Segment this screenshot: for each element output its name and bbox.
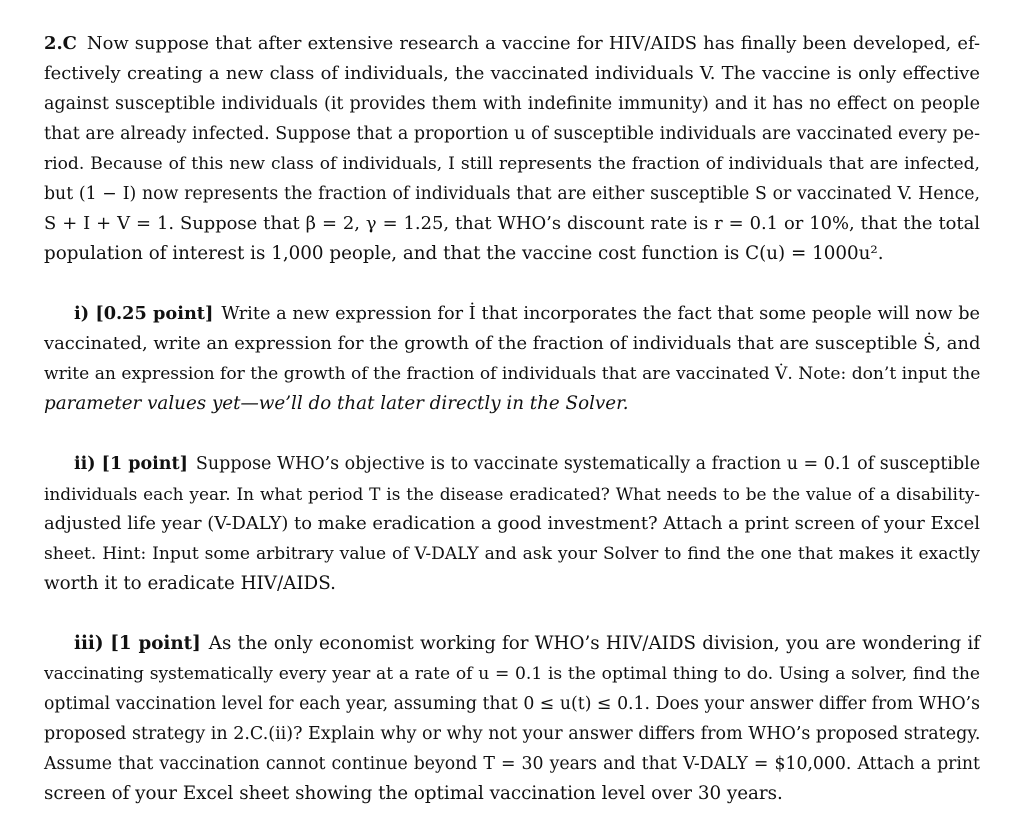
paragraph-line: S + I + V = 1. Suppose that β = 2, γ = 1.25, that WHO’s discount rate is r = 0.1 or 10%, that the total (44, 213, 980, 234)
paragraph-line: individuals each year. In what period T is the disease eradicated? What needs to be the value of a disability- (44, 484, 980, 504)
paragraph-line: that are already infected. Suppose that a proportion u of susceptible individuals are vaccinated every pe- (44, 124, 980, 144)
section-line-text: Now suppose that after extensive research a vaccine for HIV/AIDS has finally been developed, ef- (86, 33, 980, 54)
question-ii-label: ii) [1 point] (74, 454, 188, 474)
paragraph-line (44, 449, 980, 479)
question-line-text: As the only economist working for WHO’s HIV/AIDS division, you are wondering if (208, 633, 981, 654)
paragraph-line: fectively creating a new class of individuals, the vaccinated individuals V. The vaccine is only effective (44, 63, 980, 84)
paragraph-line: but (1 − I) now represents the fraction of individuals that are either susceptible S or vaccinated V. Hence, (44, 184, 980, 204)
paragraph-line: proposed strategy in 2.C.(ii)? Explain why or why not your answer differs from WHO’s proposed strategy. (44, 724, 981, 744)
paragraph-line: against susceptible individuals (it provides them with indefinite immunity) and it has no effect on people (44, 94, 980, 114)
section-label: 2.C (44, 33, 77, 54)
paragraph-line (44, 299, 980, 329)
question-iii-label: iii) [1 point] (74, 633, 201, 654)
paragraph-line: vaccinated, write an expression for the growth of the fraction of individuals that are susceptible Ṡ, and (44, 333, 981, 354)
question-ii-paragraph (44, 449, 980, 599)
question-i-paragraph (44, 299, 980, 419)
section-2c-paragraph (44, 29, 980, 269)
question-line-text: Suppose WHO’s objective is to vaccinate systematically a fraction u = 0.1 of susceptible (195, 454, 981, 474)
question-line-text: Write a new expression for İ that incorporates the fact that some people will now be (221, 304, 980, 324)
paragraph-line: vaccinating systematically every year at a rate of u = 0.1 is the optimal thing to do. Using a solver, find the (44, 664, 980, 684)
paragraph-line: population of interest is 1,000 people, and that the vaccine cost function is C(u) = 1000u². (44, 243, 884, 264)
paragraph-line: riod. Because of this new class of individuals, I still represents the fraction of individuals that are infected, (44, 154, 980, 174)
paragraph-line (44, 29, 980, 59)
paragraph-line: adjusted life year (V-DALY) to make eradication a good investment? Attach a print screen of your Excel (44, 513, 980, 534)
question-i-label: i) [0.25 point] (74, 303, 214, 324)
paragraph-line: Assume that vaccination cannot continue beyond T = 30 years and that V-DALY = $10,000. Attach a print (44, 754, 980, 774)
paragraph-line: worth it to eradicate HIV/AIDS. (44, 573, 336, 594)
paragraph-line: parameter values yet—we’ll do that later directly in the Solver. (44, 393, 629, 414)
question-iii-paragraph (44, 629, 980, 809)
document-page (44, 29, 980, 809)
paragraph-line (44, 629, 980, 659)
paragraph-line: screen of your Excel sheet showing the optimal vaccination level over 30 years. (44, 783, 783, 804)
paragraph-line: optimal vaccination level for each year, assuming that 0 ≤ u(t) ≤ 0.1. Does your answer differ from WHO’s (44, 694, 980, 714)
paragraph-line: write an expression for the growth of the fraction of individuals that are vaccinated V̇. Note: don’t input the (44, 364, 981, 384)
paragraph-line: sheet. Hint: Input some arbitrary value of V-DALY and ask your Solver to find the one that makes it exactly (44, 544, 980, 564)
